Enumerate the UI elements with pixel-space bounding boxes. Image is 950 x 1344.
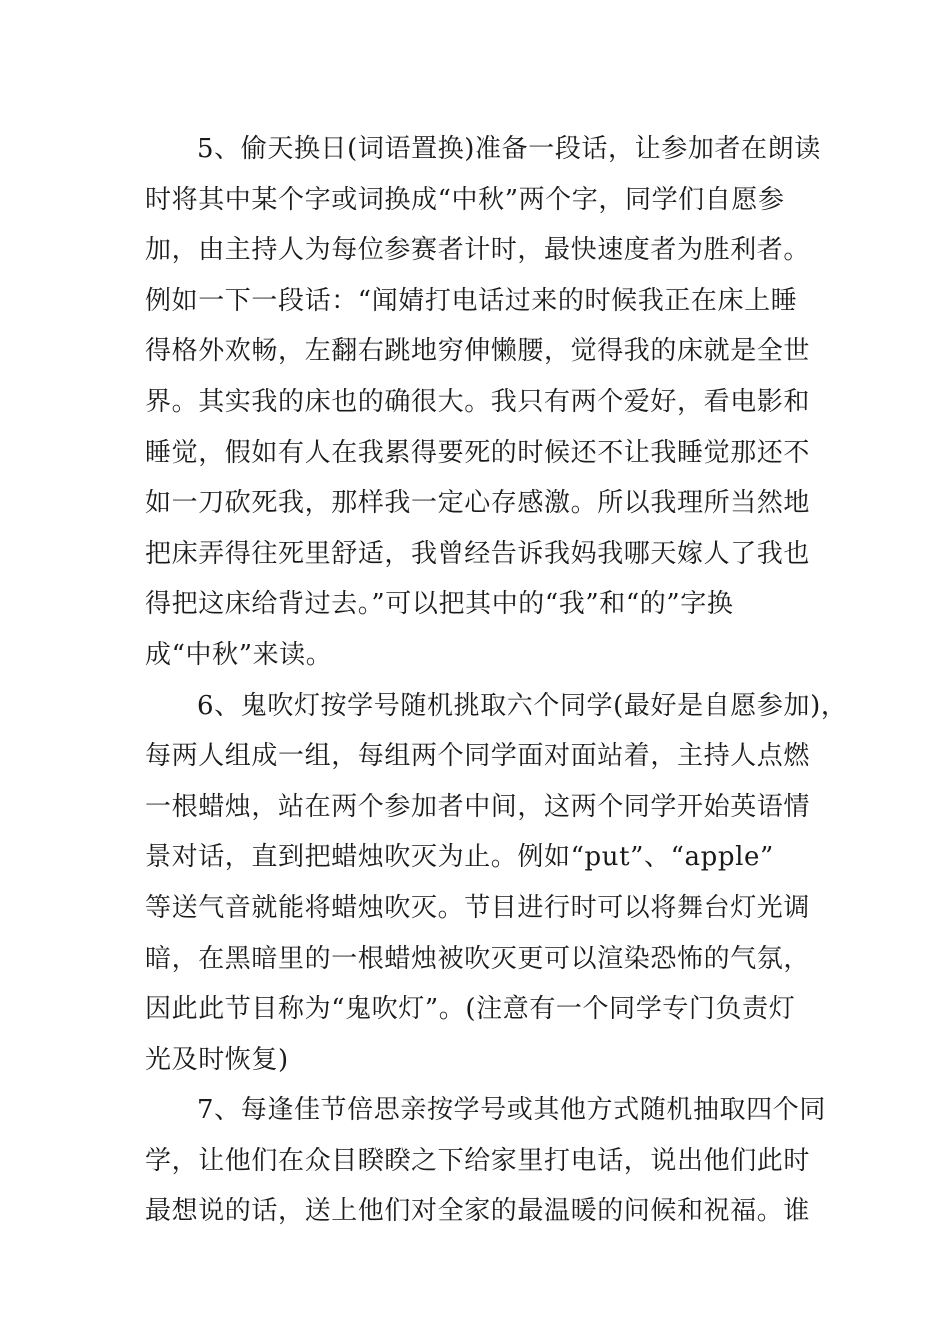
text-line: 界。其实我的床也的确很大。我只有两个爱好，看电影和 (145, 386, 811, 417)
text-line: 如一刀砍死我，那样我一定心存感激。所以我理所当然地 (145, 488, 811, 519)
text-line: 得把这床给背过去。”可以把其中的“我”和“的”字换 (145, 589, 734, 620)
document-body (145, 124, 848, 1237)
text-line: 学，让他们在众目睽睽之下给家里打电话，说出他们此时 (145, 1145, 811, 1176)
text-line: 得格外欢畅，左翻右跳地穷伸懒腰，觉得我的床就是全世 (145, 336, 811, 367)
paragraph-7-missing-family (145, 1085, 826, 1237)
text-line: 每两人组成一组，每组两个同学面对面站着，主持人点燃 (145, 741, 811, 772)
text-line: 6、鬼吹灯按学号随机挑取六个同学(最好是自愿参加)， (197, 690, 848, 721)
text-line: 加，由主持人为每位参赛者计时，最快速度者为胜利者。 (145, 235, 811, 266)
text-line: 7、每逢佳节倍思亲按学号或其他方式随机抽取四个同 (197, 1095, 826, 1126)
text-line: 暗，在黑暗里的一根蜡烛被吹灭更可以渲染恐怖的气氛， (145, 943, 811, 974)
text-line: 把床弄得往死里舒适，我曾经告诉我妈我哪天嫁人了我也 (145, 538, 811, 569)
text-line: 最想说的话，送上他们对全家的最温暖的问候和祝福。谁 (145, 1196, 811, 1227)
text-line: 成“中秋”来读。 (145, 639, 333, 670)
text-line: 光及时恢复) (145, 1044, 289, 1075)
text-line: 景对话，直到把蜡烛吹灭为止。例如“put”、“apple” (145, 842, 774, 873)
text-line: 因此此节目称为“鬼吹灯”。(注意有一个同学专门负责灯 (145, 994, 796, 1025)
text-line: 一根蜡烛，站在两个参加者中间，这两个同学开始英语情 (145, 791, 811, 822)
paragraph-5-steal-the-sun (145, 124, 821, 681)
text-line: 等送气音就能将蜡烛吹灭。节目进行时可以将舞台灯光调 (145, 892, 811, 923)
text-line: 5、偷天换日(词语置换)准备一段话，让参加者在朗读 (197, 134, 821, 164)
paragraph-6-ghost-blows-lamp (145, 681, 848, 1086)
text-line: 时将其中某个字或词换成“中秋”两个字，同学们自愿参 (145, 184, 785, 215)
text-line: 睡觉，假如有人在我累得要死的时候还不让我睡觉那还不 (145, 437, 811, 468)
text-line: 例如一下一段话：“闻婧打电话过来的时候我正在床上睡 (145, 285, 798, 316)
